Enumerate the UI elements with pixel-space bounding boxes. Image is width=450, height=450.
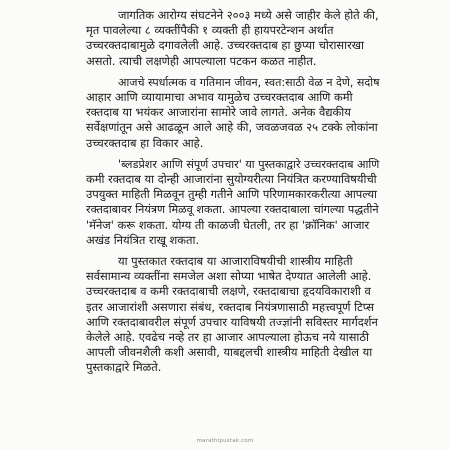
paragraph-4 xyxy=(86,254,382,376)
text-line: सर्वेक्षणांतून असे आढळून आले आहे की, जवळजवळ २५ टक्के लोकांना xyxy=(86,120,378,135)
text-line: जागतिक आरोग्य संघटनेने २००३ मध्ये असे जाहीर केले होते की, xyxy=(118,8,379,22)
text-line: या पुस्तकात रक्तदाब या आजाराविषयीची शास्त्रीय माहिती xyxy=(118,254,353,269)
footer-website-url: marathipustak.com xyxy=(196,437,254,444)
paragraph-2 xyxy=(86,75,382,151)
text-line: 'मॅनेज' करू शकता. योग्य ती काळजी घेतली, तर हा 'क्रॉनिक' आजार xyxy=(86,217,370,232)
text-line: उच्चरक्तदाबामुळे दगावलेली आहे. उच्चरक्तदाब हा छुप्या चोरासारखा xyxy=(86,38,364,53)
body-text xyxy=(86,8,382,382)
text-line: उच्चरक्तदाब हा विकार आहे. xyxy=(86,135,204,150)
text-line: आपली जीवनशैली कशी असावी, याबद्दलची शास्त्रीय माहिती देखील या xyxy=(86,345,373,360)
text-line: रक्तदाबावर नियंत्रण मिळवू शकता. आपल्या रक्तदाबाला चांगल्या पद्धतीने xyxy=(86,203,379,217)
text-line: 'ब्लडप्रेशर आणि संपूर्ण उपचार' या पुस्तकाद्वारे उच्चरक्तदाब आणि xyxy=(118,157,380,171)
text-line: आजचे स्पर्धात्मक व गतिमान जीवन, स्वत:साठी वेळ न देणे, सदोष xyxy=(118,75,380,89)
paragraph-1 xyxy=(86,8,382,69)
text-line: उच्चरक्तदाब व कमी रक्तदाबाची लक्षणे, रक्तदाबाचा हृदयविकाराशी व xyxy=(86,284,371,299)
text-line: मृत पावलेल्या ८ व्यक्तींपैकी १ व्यक्ती ही हायपरटेन्शन अर्थात xyxy=(86,23,334,38)
text-line: आहार आणि व्यायामाचा अभाव यामुळेच उच्चरक्तदाब आणि कमी xyxy=(86,90,353,105)
text-line: उपयुक्त माहिती मिळवून तुम्ही गतीने आणि परिणामकारकरीत्या आपल्या xyxy=(86,187,377,202)
text-line: इतर आजारांशी असणारा संबंध, रक्तदाब नियंत्रणासाठी महत्त्वपूर्ण टिप्स xyxy=(86,299,375,314)
text-line: सर्वसामान्य व्यक्तींना समजेल अशा सोप्या भाषेत देण्यात आलेली आहे. xyxy=(86,269,372,284)
text-line: असतो. त्याची लक्षणेही आपल्याला पटकन कळत नाहीत. xyxy=(86,53,317,68)
text-line: आणि रक्तदाबावरील संपूर्ण उपचार याविषयी तज्ज्ञांनी सविस्तर मार्गदर्शन xyxy=(86,314,378,329)
text-line: अखंड नियंत्रित राखू शकता. xyxy=(86,232,200,247)
text-line: कमी रक्तदाब या दोन्ही आजारांना सुयोग्यरीत्या नियंत्रित करण्याविषयीची xyxy=(86,172,377,187)
text-line: रक्तदाब या भयंकर आजारांना सामोरे जावे लागते. अनेक वैद्यकीय xyxy=(86,105,351,120)
text-line: केलेले आहे. एवढेच नव्हे तर हा आजार आपल्याला होऊच नये यासाठी xyxy=(86,330,369,345)
text-line: पुस्तकाद्वारे मिळते. xyxy=(86,360,162,375)
paragraph-3 xyxy=(86,157,382,248)
